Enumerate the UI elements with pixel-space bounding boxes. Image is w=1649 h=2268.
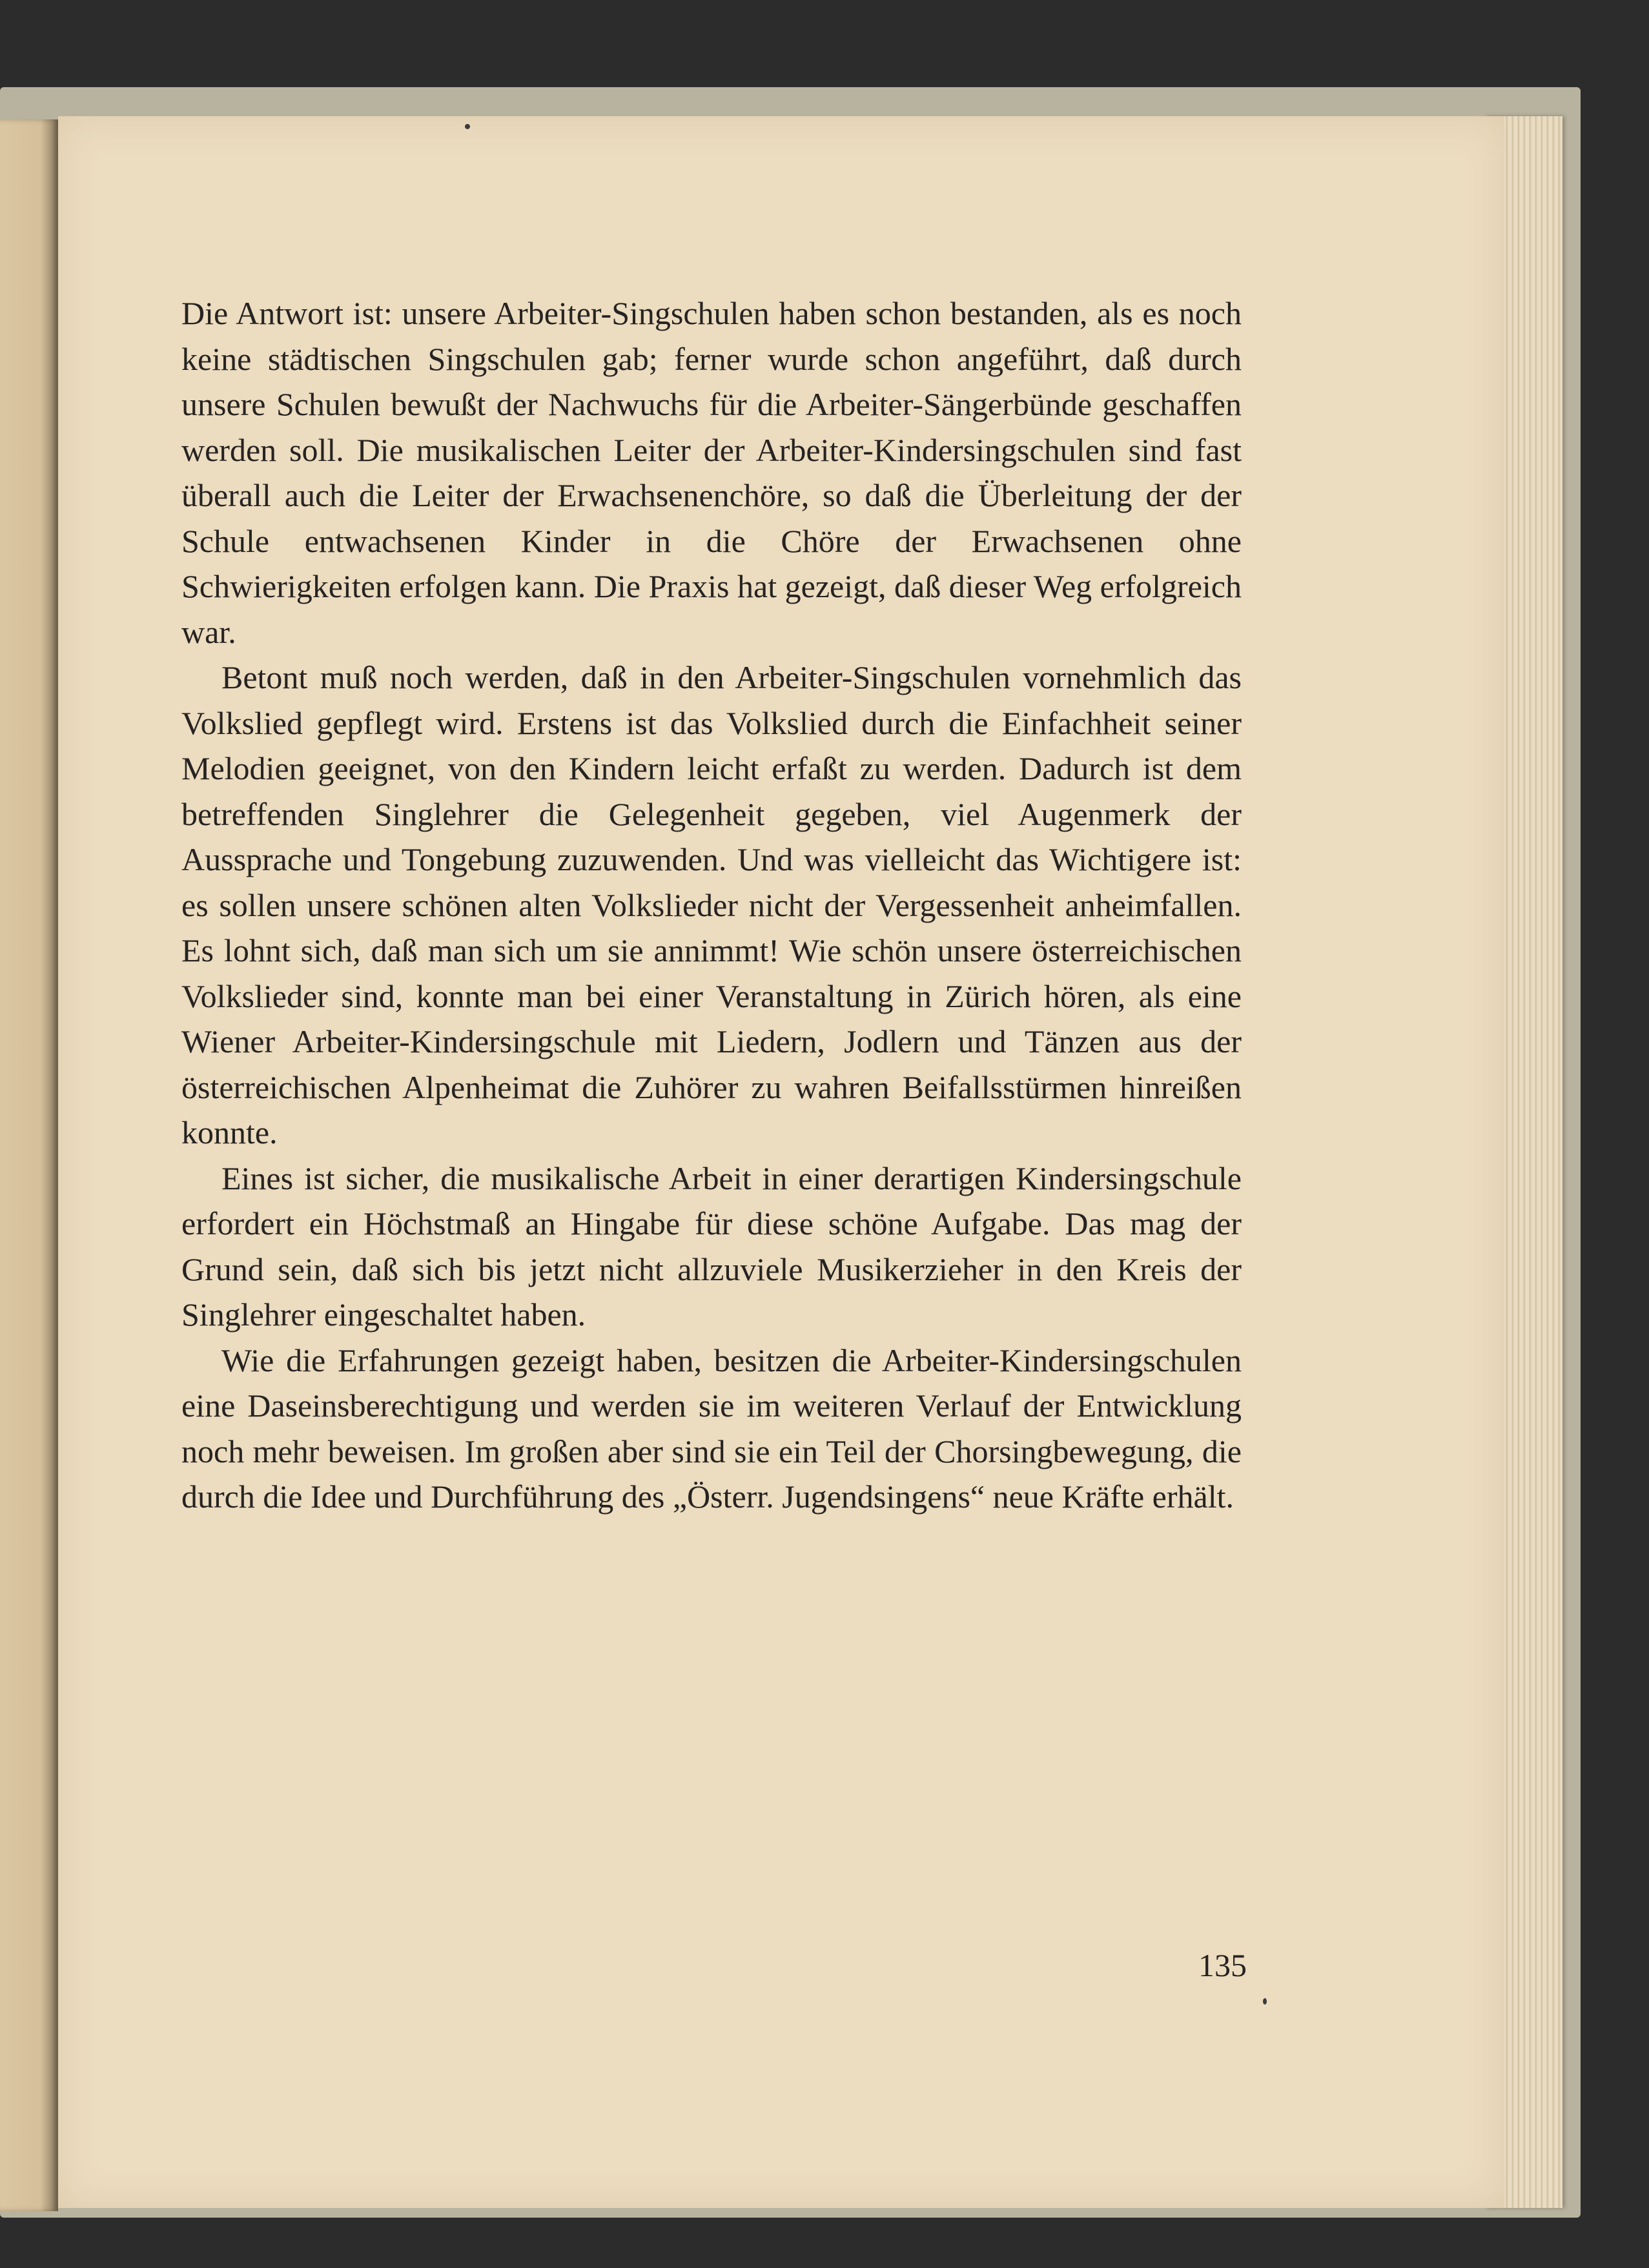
page-number: 135 (1198, 1947, 1247, 1983)
paragraph-3: Eines ist sicher, die musikalische Arbeit in einer derartigen Kindersingschule erfordert ein Höchstmaß an Hingabe für diese schöne Aufgabe. Das mag der Grund sein, daß sich bis jetzt nicht allzuviele Musikerzieher in den Kreis der Singlehrer eingeschaltet haben. (181, 1160, 1242, 1333)
paragraph-2: Betont muß noch werden, daß in den Arbeiter-Singschulen vornehmlich das Volkslied gepflegt wird. Erstens ist das Volkslied durch die Einfachheit seiner Melodien geeignet, von den Kindern leicht erfaßt zu werden. Dadurch ist dem betreffenden Singlehrer die Gelegenheit gegeben, viel Augenmerk der Aussprache und Tongebung zuzuwenden. Und was vielleicht das Wichtigere ist: es sollen unsere schönen alten Volkslieder nicht der Vergessenheit anheimfallen. Es lohnt sich, daß man sich um sie annimmt! Wie schön unsere österreichischen Volkslieder sind, konnte man bei einer Veranstaltung in Zürich hören, als eine Wiener Arbeiter-Kindersingschule mit Liedern, Jodlern und Tänzen aus der österreichischen Alpenheimat die Zuhörer zu wahren Beifallsstürmen hinreißen konnte. (181, 659, 1242, 1150)
dust-speck (465, 124, 470, 129)
body-text (181, 291, 1242, 1520)
paragraph-1: Die Antwort ist: unsere Arbeiter-Singschulen haben schon bestanden, als es noch keine städtischen Singschulen gab; ferner wurde schon angeführt, daß durch unsere Schulen bewußt der Nachwuchs für die Arbeiter-Sängerbünde geschaffen werden soll. Die musikalischen Leiter der Arbeiter-Kindersingschulen sind fast überall auch die Leiter der Erwachsenenchöre, so daß die Überleitung der der Schule entwachsenen Kinder in die Chöre der Erwachsenen ohne Schwierigkeiten erfolgen kann. Die Praxis hat gezeigt, daß dieser Weg erfolgreich war. (181, 295, 1242, 650)
paragraph-4: Wie die Erfahrungen gezeigt haben, besitzen die Arbeiter-Kindersingschulen eine Daseinsberechtigung und werden sie im weiteren Verlauf der Entwicklung noch mehr beweisen. Im großen aber sind sie ein Teil der Chorsingbewegung, die durch die Idee und Durchführung des „Österr. Jugendsingens“ neue Kräfte erhält. (181, 1342, 1242, 1515)
facing-page-edge (0, 119, 58, 2211)
book-page (58, 116, 1504, 2208)
dust-speck (1263, 1998, 1267, 2005)
